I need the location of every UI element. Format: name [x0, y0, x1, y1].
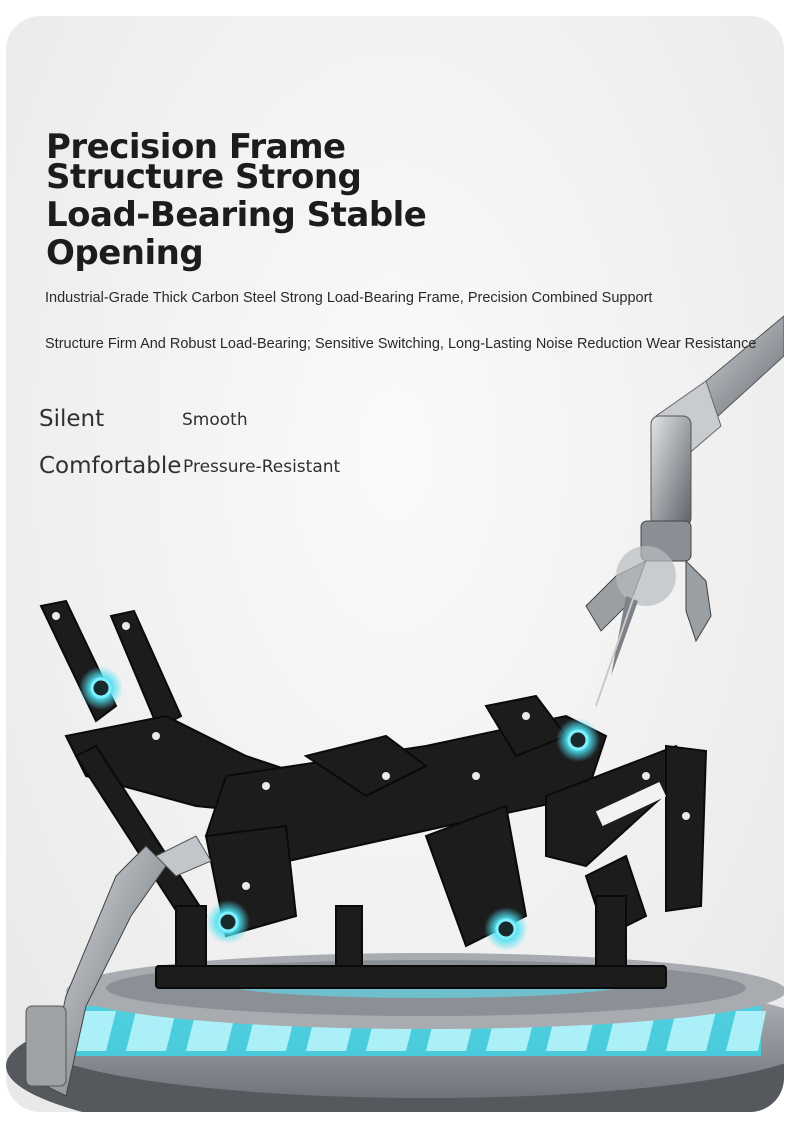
robot-arm-icon [586, 316, 784, 706]
title-line-1: Precision Frame [46, 127, 346, 167]
feature-smooth: Smooth [182, 410, 248, 430]
feature-silent: Silent [39, 406, 105, 432]
title-line-4: Opening [46, 233, 204, 273]
feature-comfortable: Comfortable [39, 453, 182, 479]
product-card [6, 16, 784, 1112]
title-line-2: Structure Strong [46, 157, 362, 197]
page-title [46, 128, 466, 272]
feature-pressure-resistant: Pressure-Resistant [183, 457, 341, 477]
description-line-1: Industrial-Grade Thick Carbon Steel Strong Load-Bearing Frame, Precision Combined Support [45, 290, 653, 306]
recliner-mechanism-icon [41, 601, 706, 988]
description-line-2: Structure Firm And Robust Load-Bearing; Sensitive Switching, Long-Lasting Noise Reduction Wear Resistance [45, 336, 757, 352]
title-line-3: Load-Bearing Stable [46, 195, 427, 235]
